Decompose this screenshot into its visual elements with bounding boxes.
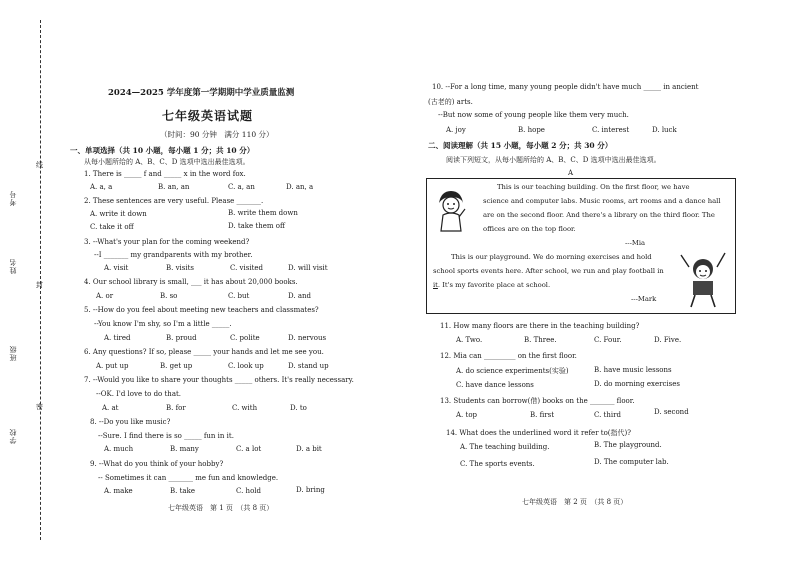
binding-label-kaohao: 考号	[9, 190, 17, 206]
section1-instructions: 从每小题所给的 A、B、C、D 选项中选出最佳选项。	[84, 158, 250, 166]
para2-line2: school sports events here. After school, we run and play football in	[433, 267, 664, 275]
q14-option-a: A. The teaching building.	[460, 443, 550, 451]
question-12: 12. Mia can _________ on the first floor.	[440, 352, 577, 360]
q5-option-d: D. nervous	[288, 334, 327, 342]
para1-line1: This is our teaching building. On the first floor, we have	[497, 183, 690, 191]
q1-option-d: D. an, a	[286, 183, 314, 191]
section1-title: 一、单项选择（共 10 小题，每小题 1 分；共 10 分）	[70, 146, 255, 155]
q10-option-b: B. hope	[518, 126, 545, 134]
q11-option-b: B. Three.	[524, 336, 557, 344]
q4-option-c: C. but	[228, 292, 250, 300]
question-4: 4. Our school library is small, ___ it has about 20,000 books.	[84, 278, 298, 286]
para1-line4: offices are on the top floor.	[483, 225, 576, 233]
page-footer-2: 七年级英语 第 2 页 （共 8 页）	[522, 498, 628, 506]
q7-option-d: D. to	[290, 404, 307, 412]
q7-option-a: A. at	[102, 404, 119, 412]
exam-time-info: （时间：90 分钟 满分 110 分）	[160, 130, 274, 139]
q1-option-a: A. a, a	[90, 183, 113, 191]
q3-option-a: A. visit	[104, 264, 129, 272]
section2-title: 二、阅读理解（共 15 小题，每小题 2 分；共 30 分）	[428, 141, 613, 150]
q13-option-b: B. first	[530, 411, 555, 419]
binding-mark-mi: 密	[36, 403, 43, 411]
q11-option-c: C. Four.	[594, 336, 622, 344]
q9-option-d: D. bring	[296, 486, 325, 494]
question-6: 6. Any questions? If so, please _____ your hands and let me see you.	[84, 348, 324, 356]
girl-illustration-icon	[431, 187, 471, 235]
q10-option-d: D. luck	[652, 126, 677, 134]
question-14: 14. What does the underlined word it refer to(指代)?	[446, 429, 632, 437]
q13-option-d: D. second	[654, 408, 689, 416]
q6-option-d: D. stand up	[288, 362, 329, 370]
signature-mia: ---Mia	[625, 239, 646, 247]
boy-illustration-icon	[677, 249, 729, 309]
q3-option-c: C. visited	[230, 264, 264, 272]
q12-option-c: C. have dance lessons	[456, 381, 534, 389]
q4-option-a: A. or	[96, 292, 114, 300]
q5-option-a: A. tired	[104, 334, 131, 342]
q12-option-a: A. do science experiments(实验)	[456, 367, 569, 375]
q12-option-b: B. have music lessons	[594, 366, 672, 374]
para2-line3-rest: . It's my favorite place at school.	[437, 281, 551, 289]
q3-option-b: B. visits	[166, 264, 195, 272]
question-7-reply: --OK. I'd love to do that.	[96, 390, 182, 398]
q8-option-a: A. much	[104, 445, 134, 453]
q2-option-d: D. take them off	[228, 222, 285, 230]
q10-option-a: A. joy	[446, 126, 466, 134]
question-1: 1. There is _____ f and _____ x in the word fox.	[84, 170, 246, 178]
question-10-reply: --But now some of young people like them very much.	[438, 111, 629, 119]
question-13: 13. Students can borrow(借) books on the _______ floor.	[440, 397, 635, 405]
binding-margin	[0, 0, 58, 561]
binding-mark-feng: 封	[36, 281, 43, 289]
question-9-reply: -- Sometimes it can _______ me fun and knowledge.	[98, 474, 279, 482]
para2-line1: This is our playground. We do morning exercises and hold	[451, 253, 652, 261]
exam-title-line2: 七年级英语试题	[162, 109, 254, 123]
reading-passage-box	[426, 178, 736, 314]
q8-option-b: B. many	[170, 445, 199, 453]
q5-option-c: C. polite	[230, 334, 260, 342]
exam-title-line1: 2024—2025 学年度第一学期期中学业质量监测	[108, 88, 295, 98]
q6-option-b: B. get up	[160, 362, 193, 370]
question-10: 10. --For a long time, many young people didn't have much _____ in ancient	[432, 83, 699, 91]
question-5-reply: --You know I'm shy, so I'm a little _____.	[94, 320, 232, 328]
q10-option-c: C. interest	[592, 126, 630, 134]
section2-instructions: 阅读下列短文，从每小题所给的 A、B、C、D 选项中选出最佳选项。	[446, 156, 661, 164]
question-8: 8. --Do you like music?	[90, 418, 171, 426]
question-8-reply: --Sure. I find there is so _____ fun in it.	[98, 432, 234, 440]
question-2: 2. These sentences are very useful. Please _______.	[84, 197, 264, 205]
q4-option-b: B. so	[160, 292, 178, 300]
para1-line2: science and computer labs. Music rooms, art rooms and a dance hall	[483, 197, 721, 205]
binding-label-banji: 班级	[9, 345, 17, 361]
page-footer-1: 七年级英语 第 1 页 （共 8 页）	[168, 504, 274, 512]
q13-option-a: A. top	[456, 411, 478, 419]
q14-option-b: B. The playground.	[594, 441, 662, 449]
para2-line3	[433, 279, 550, 292]
q7-option-c: C. with	[232, 404, 258, 412]
q9-option-c: C. hold	[236, 487, 261, 495]
underlined-word-it: it	[433, 281, 438, 289]
q11-option-a: A. Two.	[456, 336, 483, 344]
binding-mark-xian: 线	[36, 161, 43, 169]
signature-mark: ---Mark	[631, 295, 657, 303]
q12-option-d: D. do morning exercises	[594, 380, 680, 388]
question-11: 11. How many floors are there in the teaching building?	[440, 322, 640, 330]
q1-option-b: B. an, an	[158, 183, 190, 191]
question-10-cont: (古老的) arts.	[428, 98, 473, 106]
q11-option-d: D. Five.	[654, 336, 682, 344]
question-7: 7. --Would you like to share your thoughts _____ others. It's really necessary.	[84, 376, 354, 384]
q2-option-a: A. write it down	[90, 210, 147, 218]
q13-option-c: C. third	[594, 411, 621, 419]
q14-option-c: C. The sports events.	[460, 460, 535, 468]
question-3: 3. --What's your plan for the coming weekend?	[84, 238, 250, 246]
binding-label-xuexiao: 学校	[9, 428, 17, 444]
q9-option-b: B. take	[170, 487, 195, 495]
q9-option-a: A. make	[104, 487, 133, 495]
para1-line3: are on the second floor. And there's a library on the third floor. The	[483, 211, 715, 219]
q7-option-b: B. for	[166, 404, 186, 412]
question-3-reply: --I _______ my grandparents with my brother.	[94, 251, 253, 259]
q5-option-b: B. proud	[166, 334, 197, 342]
q2-option-c: C. take it off	[90, 223, 134, 231]
q1-option-c: C. a, an	[228, 183, 255, 191]
q4-option-d: D. and	[288, 292, 311, 300]
binding-label-xingming: 姓名	[9, 258, 17, 274]
passage-label: A	[568, 169, 574, 177]
q6-option-c: C. look up	[228, 362, 264, 370]
q8-option-d: D. a bit	[296, 445, 322, 453]
q14-option-d: D. The computer lab.	[594, 458, 669, 466]
q8-option-c: C. a lot	[236, 445, 262, 453]
q2-option-b: B. write them down	[228, 209, 298, 217]
q3-option-d: D. will visit	[288, 264, 328, 272]
question-5: 5. --How do you feel about meeting new teachers and classmates?	[84, 306, 319, 314]
q6-option-a: A. put up	[96, 362, 129, 370]
question-9: 9. --What do you think of your hobby?	[90, 460, 224, 468]
